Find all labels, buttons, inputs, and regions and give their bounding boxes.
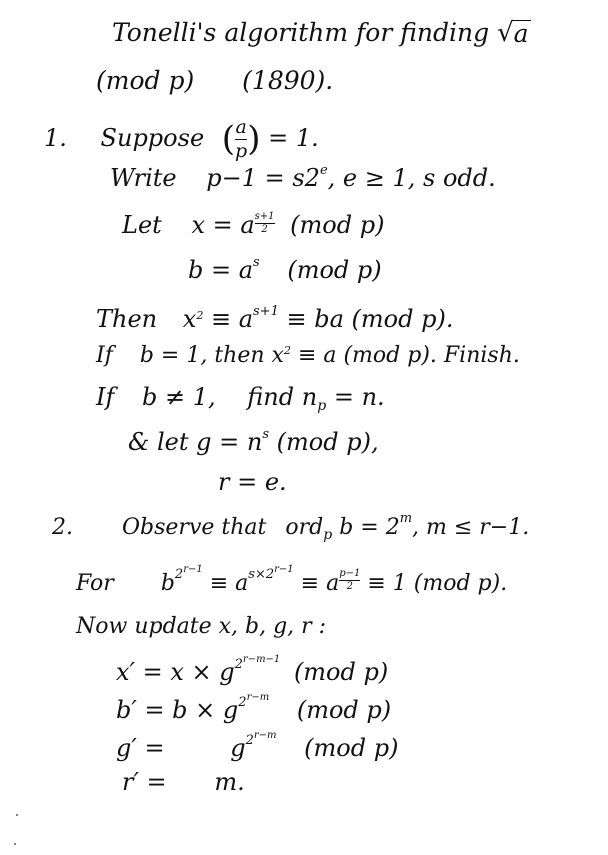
if1-label: If xyxy=(96,343,113,368)
scan-speck xyxy=(16,814,18,816)
if-b-not-1-line: If b ≠ 1, find $n_p = n$. xyxy=(96,383,385,414)
if2-label: If xyxy=(96,383,115,411)
write-label: Write xyxy=(110,164,177,192)
g-prime-line: $g' = g^{2^{r-m}}$ (mod p) xyxy=(116,730,399,762)
title-line-1 xyxy=(112,20,531,46)
then-label: Then xyxy=(96,305,158,333)
if-b-equals-1-line: If b = 1, then $x^2 \equiv a$ (mod p). Finish. xyxy=(96,343,520,368)
x-prime-line: $x' = x \times g^{2^{r-m-1}}$ (mod p) xyxy=(116,654,389,686)
observe-label: Observe that xyxy=(122,515,267,540)
b-prime-line: $b' = b \times g^{2^{r-m}}$ (mod p) xyxy=(116,692,392,724)
title-text: Tonelli's algorithm for finding xyxy=(112,18,490,47)
let-label: Let xyxy=(122,211,162,239)
title-mod: (mod p) xyxy=(96,66,195,95)
r-def-line: r = e. xyxy=(218,468,287,496)
for-line: For $b^{2^{r-1}} \equiv a^{s\times 2^{r-1}} \equiv a$ $\frac{p-1}{2}$ ≡ 1 (mod p). xyxy=(76,564,508,596)
let-x-line: Let x = a $\frac{s+1}{2}$ (mod p) xyxy=(122,211,385,239)
sqrt-a: √ a xyxy=(497,18,529,48)
write-line: Write $p-1 = s2^e$, e ≥ 1, s odd. xyxy=(110,163,496,192)
step1-suppose-line: 1. Suppose ( $\frac{a}{p}$ ) = 1. xyxy=(44,116,319,162)
suppose-label: Suppose xyxy=(100,124,205,152)
scan-speck xyxy=(14,843,16,845)
step2-number: 2. xyxy=(52,515,73,540)
title-year: (1890). xyxy=(242,66,334,95)
legendre-eq: = 1. xyxy=(268,124,319,152)
update-line: Now update x, b, g, r : xyxy=(76,614,327,639)
let-g-line: & let $g = n^s$ (mod p), xyxy=(128,427,379,456)
legendre-symbol: $\frac{a}{p}$ xyxy=(235,116,248,162)
b-def-line: $b = a^s$ (mod p) xyxy=(188,255,382,284)
for-label: For xyxy=(76,571,114,596)
r-prime-line: r′ = m. xyxy=(122,768,245,796)
then-line: Then $x^2 \equiv a^{s+1}$ ≡ ba (mod p). xyxy=(96,304,454,333)
step2-observe-line: 2. Observe that ord$_p$ $b = 2^m$, m ≤ r−1. xyxy=(52,511,530,543)
step1-number: 1. xyxy=(44,124,67,152)
title-line-2 xyxy=(96,68,333,93)
